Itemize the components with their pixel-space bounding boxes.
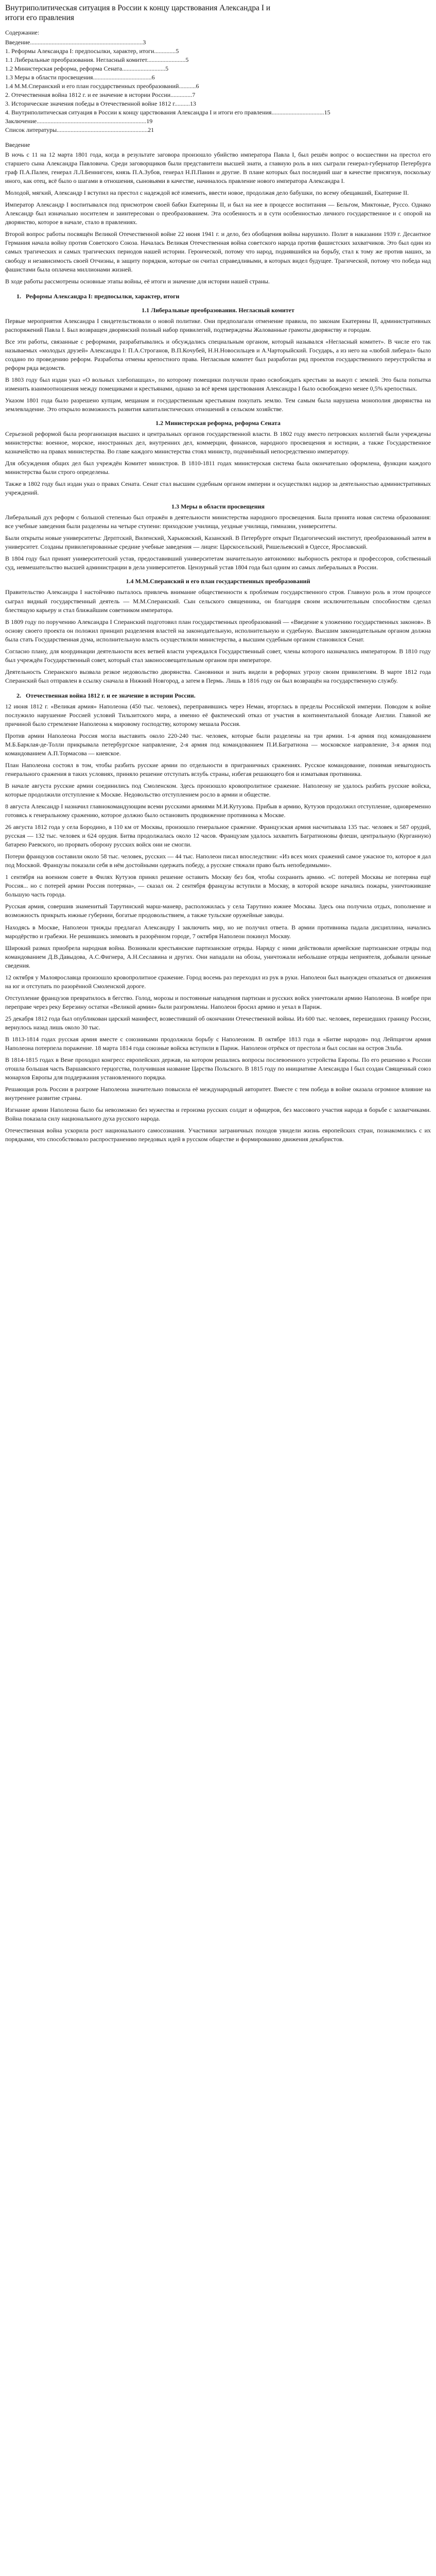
intro-body: [5, 150, 431, 285]
paragraph: Также в 1802 году был издан указ о правах Сената. Сенат стал высшим судебным органом империи и осуществлял надзор за деятельностью административных учреждений.: [5, 480, 431, 497]
paragraph: Русская армия, совершив знаменитый Тарутинский марш-маневр, расположилась у села Тарутино южнее Москвы. Здесь она получила отдых, пополнение и возможность прикрыть южные губернии, богатые продовольствием, а также тульские оружейные заводы.: [5, 903, 431, 919]
paragraph: 25 декабря 1812 года был опубликован царский манифест, возвестивший об окончании Отечественной войны. Из 600 тыс. человек, перешедших границу России, вернулось назад лишь около 30 тыс.: [5, 1014, 431, 1031]
paragraph: Изгнание армии Наполеона было бы невозможно без мужества и героизма русских солдат и офицеров, без массового участия народа в борьбе с захватчиками. Война показала силу национального духа русского народа.: [5, 1106, 431, 1123]
toc-entry[interactable]: Заключение.......................................................................19: [5, 117, 153, 125]
toc-entry[interactable]: 1.2 Министерская реформа, реформа Сената............................5: [5, 64, 169, 72]
paragraph: В 1814-1815 годах в Вене проходил конгресс европейских держав, на котором решались вопросы послевоенного устройства Европы. По его решению к России отошла большая часть Варшавского герцогства, получившая название Царства Польского. В 1815 году по инициативе Александра I был создан Священный союз монархов Европы для поддержания установленного порядка.: [5, 1056, 431, 1081]
paragraph: В 1809 году по поручению Александра I Сперанский подготовил план государственных преобразований — «Введение к уложению государственных законов». В основу своего проекта он положил принцип разделения властей на законодательную, исполнительную и судебную. Высшим законодательным органом должна была стать Государственная дума, исполнительную власть осуществляли министерства, а высшим судебным органом становился Сенат.: [5, 618, 431, 643]
paragraph: 12 июня 1812 г. «Великая армия» Наполеона (450 тыс. человек), переправившись через Неман, вторглась в пределы Российской империи. Поводом к войне послужило нарушение Россией условий Тильзитского мира, а именно её фактический отказ от участия в континентальной блокаде Англии. Главной же причиной было стремление Наполеона к мировому господству, которому мешала Россия.: [5, 702, 431, 727]
paragraph: Указом 1801 года было разрешено купцам, мещанам и государственным крестьянам покупать землю. Тем самым была нарушена монополия дворянства на землевладение. Это открыло возможность развития капиталистических отношений в сельском хозяйстве.: [5, 396, 431, 413]
paragraph: Решающая роль России в разгроме Наполеона значительно повысила её международный авторитет. Вместе с тем победа в войне оказала огромное влияние на внутреннее развитие страны.: [5, 1086, 431, 1102]
paragraph: Отступление французов превратилось в бегство. Голод, морозы и постоянные нападения партизан и русских войск уничтожали армию Наполеона. В ноябре при переправе через реку Березину остатки «Великой армии» были разгромлены. Наполеон бросил армию и уехал в Париж.: [5, 994, 431, 1010]
chapter-2-body: [5, 702, 431, 1144]
chapter-1-heading: [16, 292, 431, 301]
paragraph: Были открыты новые университеты: Дерптский, Виленский, Харьковский, Казанский. В Петербурге открыт Педагогический институт, преобразованный затем в университет. Созданы привилегированные средние учебные заведения — лицеи: Царскосельский, Ришельевский в Одессе, Ярославский.: [5, 534, 431, 551]
paragraph: Все эти работы, связанные с реформами, разрабатывались и обсуждались специальным органом, который назывался «Негласный комитет». В числе его так называемых «молодых друзей» Александра I: П.А.Строганов, В.П.Кочубей, Н.Н.Новосильцев и А.Чарторыйский. Государь, а из него на «любой либерал» было создано по проведению реформ. Разработка отмены крепостного права. Негласным комитет был разработан ряд проектов государственного переустройства и реформ ряда ведомств.: [5, 337, 431, 371]
toc-entry[interactable]: Введение.........................................................................3: [5, 38, 146, 46]
paragraph: Находясь в Москве, Наполеон трижды предлагал Александру I заключить мир, но не получил ответа. В армии противника падала дисциплина, начались мародёрство и грабежи. Не решившись зимовать в разорённом городе, 7 октября Наполеон покинул Москву.: [5, 923, 431, 940]
paragraph: В начале августа русские армии соединились под Смоленском. Здесь произошло кровопролитное сражение. Наполеону не удалось разбить русские войска, которые продолжили отступление к Москве. Недовольство отступлением росло в армии и обществе.: [5, 782, 431, 799]
chapter-1-number: 1.: [16, 292, 21, 300]
section-1-4-heading: 1.4 М.М.Сперанский и его план государственных преобразований: [126, 578, 310, 585]
paragraph: 26 августа 1812 года у села Бородино, в 110 км от Москвы, произошло генеральное сражение. Французская армия насчитывала 135 тыс. человек и 587 орудий, русская — 132 тыс. человек и 624 орудия. Битва продолжалась около 12 часов. Французам удалось захватить Багратионовы флеши, центральную (Курганную) батарею Раевского, но прорвать оборону русских войск они не смогли.: [5, 823, 431, 849]
chapter-2-number: 2.: [16, 691, 21, 699]
chapter-2-title: Отечественная война 1812 г. и ее значение в истории России.: [26, 691, 196, 699]
paragraph: Против армии Наполеона Россия могла выставить около 220-240 тыс. человек, которые были разделены на три армии. 1-я армия под командованием М.Б.Барклая-де-Толли прикрывала петербургское направление, 2-я армия под командованием П.И.Багратиона — московское направление, 3-я армия под командованием А.П.Тормасова — киевское.: [5, 732, 431, 757]
toc-heading: Содержание:: [5, 28, 40, 36]
paragraph: Молодой, мягкий, Александр I вступил на престол с надеждой всё изменить, ввести новое, продолжая дело бабушки, по всему обещавший, Екатерине II.: [5, 189, 409, 197]
chapter-2-heading: [16, 691, 431, 700]
paragraph: В ночь с 11 на 12 марта 1801 года, когда в результате заговора произошло убийство императора Павла I, был решён вопрос о восшествии на престол его старшего сына Александра Павловича. Среди заговорщиков были представители высшей знати, а главную роль в них сыграли генерал-губернатор Петербурга граф П.А.Пален, генерал Л.Л.Беннигсен, князь П.А.Зубов, генерал Н.П.Панин и другие. В плане которых был последний шаг в качестве присягнув, поскольку иного, как отец, всё было о шагами в отношения, сыновьями в качестве, начиналось правление нового императора Александра I.: [5, 151, 431, 185]
paragraph: В 1804 году был принят университетский устав, предоставивший университетам значительную автономию: выборность ректора и профессоров, собственный суд, невмешательство высшей администрации в дела университетов. Цензурный устав 1804 года был одним из самых либеральных в России.: [5, 555, 431, 571]
toc-entry[interactable]: 1.1 Либеральные преобразования. Негласный комитет.........................5: [5, 56, 189, 63]
toc-entry[interactable]: 1.3 Меры в области просвещения......................................6: [5, 73, 155, 81]
section-1-1-body: [5, 317, 431, 414]
toc-entry[interactable]: 4. Внутриполитическая ситуация в России к концу царствования Александра I и итоги его правления..................................15: [5, 109, 330, 116]
table-of-contents: [5, 38, 431, 134]
paragraph: Второй вопрос работы посвящён Великой Отечественной войне 22 июня 1941 г. и дело, без обобщения войны нарушило. Полит в наказании 1939 г. Десантное Германия начала войну против Советского Союза. Началась Великая Отечественная война советского народа против фашистских захватчиков. Это был один из самых трагических и самых трагических периодов нашей истории. Героической, потому что народ, поднявшийся на борьбу, стал к тому же против наших, за свободу и независимость своей Отчизны, в защиту порядков, которые он считал справедливыми, в которых видел будущее. Трагической, потому что победа над фашистами была оплачена миллионами жизней.: [5, 230, 431, 273]
section-1-1-heading: 1.1 Либеральные преобразования. Негласный комитет: [142, 306, 294, 314]
paragraph: В ходе работы рассмотрены основные этапы войны, её итоги и значение для истории нашей страны.: [5, 277, 270, 285]
section-1-3-body: [5, 513, 431, 572]
toc-entry[interactable]: 1. Реформы Александра I: предпосылки, характер, итоги..............5: [5, 47, 179, 55]
section-1-2-heading: 1.2 Министерская реформа, реформа Сената: [155, 419, 281, 427]
paragraph: В 1803 году был издан указ «О вольных хлебопашцах», по которому помещики получили право освобождать крестьян за выкуп с землей. Это была попытка изменить взаимоотношения между помещиками и крестьянами, однако за всё время царствования Александра I было освобождено менее 0,5% крепостных.: [5, 376, 431, 392]
paragraph: 12 октября у Малоярославца произошло кровопролитное сражение. Город восемь раз переходил из рук в руки. Наполеон был вынужден отказаться от движения на юг и отступать по разорённой Смоленской дороге.: [5, 973, 431, 990]
section-1-3-heading: 1.3 Меры в области просвещения: [171, 503, 265, 511]
paragraph: Серьезной реформой была реорганизация высших и центральных органов государственной власти. В 1802 году вместо петровских коллегий были учреждены министерства: военное, морское, иностранных дел, внутренних дел, коммерции, финансов, народного просвещения и юстиции, а также Государственное казначейство на правах министерства. Во главе каждого министерства стоял министр, подчинённый непосредственно императору.: [5, 430, 431, 455]
toc-entry[interactable]: 2. Отечественная война 1812 г. и ее значение в истории России..............7: [5, 91, 196, 98]
paragraph: 1 сентября на военном совете в Филях Кутузов принял решение оставить Москву без боя, чтобы сохранить армию. «С потерей Москвы не потеряна ещё Россия... но с потерей армии Россия потеряна», — сказал он. 2 сентября французы вступили в Москву, в которой вскоре начались пожары, уничтожившие большую часть города.: [5, 873, 431, 899]
paragraph: Для обсуждения общих дел был учреждён Комитет министров. В 1810-1811 годах министерская система была окончательно оформлена, функции каждого министерства были строго определены.: [5, 460, 431, 476]
paragraph: Потери французов составили около 58 тыс. человек, русских — 44 тыс. Наполеон писал впоследствии: «Из всех моих сражений самое ужасное то, которое я дал под Москвой. Французы показали себя в нём достойными одержать победу, а русские стяжали право быть непобедимыми».: [5, 853, 431, 869]
toc-entry[interactable]: 1.4 М.М.Сперанский и его план государственных преобразований...........6: [5, 82, 199, 90]
paragraph: Согласно плану, для координации деятельности всех ветвей власти учреждался Государственный совет, члены которого назначались императором. В 1810 году был учреждён Государственный совет, который стал законосовещательным органом при императоре.: [5, 647, 431, 664]
paragraph: Отечественная война ускорила рост национального самосознания. Участники заграничных походов увидели жизнь европейских стран, познакомились с их порядками, что способствовало распространению передовых идей в русском обществе и формированию движения декабристов.: [5, 1127, 431, 1143]
paragraph: Деятельность Сперанского вызвала резкое недовольство дворянства. Сановники и знать видели в реформах угрозу своим привилегиям. В марте 1812 года Сперанский был отправлен в ссылку сначала в Нижний Новгород, а затем в Пермь. Лишь в 1816 году он был возвращён на государственную службу.: [5, 668, 431, 684]
paragraph: Император Александр I воспитывался под присмотром своей бабки Екатерины II, и был на нее в процессе воспитания — Бельгом, Миктоные, Руссо. Однако Александр был изначально носителем и заинтересован о преобразованием. Эта особенность и в сути особенностью личного государственное и с опорой на дворянство, которое в начале, стало в правлениях.: [5, 201, 431, 226]
toc-entry[interactable]: Список литературы...........................................................21: [5, 126, 154, 134]
paragraph: Широкий размах приобрела народная война. Возникали крестьянские партизанские отряды. Наряду с ними действовали армейские партизанские отряды под командованием Д.В.Давыдова, А.С.Фигнера, А.Н.Сеславина и других. Они нападали на обозы, уничтожали небольшие отряды неприятеля, добывали ценные сведения.: [5, 944, 431, 969]
paragraph: Правительство Александра I настойчиво пыталось привлечь внимание общественности к проблемам государственного строя. Главную роль в этом процессе сыграл видный государственный деятель — М.М.Сперанский. Сын сельского священника, он благодаря своим исключительным способностям сделал блестящую карьеру и стал ближайшим советником императора.: [5, 588, 431, 614]
toc-entry[interactable]: 3. Исторические значения победы в Отечественной войне 1812 г..........13: [5, 100, 196, 107]
paragraph: 8 августа Александр I назначил главнокомандующим всеми русскими армиями М.И.Кутузова. Прибыв в армию, Кутузов продолжил отступление, одновременно готовясь к генеральному сражению, которое должно было остановить продвижение противника к Москве.: [5, 803, 431, 819]
paragraph: Либеральный дух реформ с большой степенью был отражён в деятельности министерства народного просвещения. Была принята новая система образования: все учебные заведения были разделены на четыре ступени: приходские училища, уездные училища, гимназии, университеты.: [5, 514, 431, 530]
section-1-4-body: [5, 588, 431, 685]
paragraph: Первые мероприятия Александра I свидетельствовали о новой политике. Они предполагали отменение правила, по законам Екатерины II, административных распоряжений Павла I. Был возвращен дворянский полный набор привилегий, подтверждены Жалованные грамоты дворянству и городам.: [5, 317, 431, 333]
document-title: Внутриполитическая ситуация в России к концу царствования Александра I и итоги его правления: [5, 4, 271, 23]
document-page: [0, 0, 436, 1152]
intro-label: Введение: [5, 141, 30, 149]
chapter-1-title: Реформы Александра I: предпосылки, характер, итоги: [26, 292, 180, 300]
paragraph: В 1813-1814 годах русская армия вместе с союзниками продолжила борьбу с Наполеоном. В октябре 1813 года в «Битве народов» под Лейпцигом армия Наполеона потерпела поражение. 18 марта 1814 года союзные войска вступили в Париж. Наполеон отрёкся от престола и был сослан на остров Эльба.: [5, 1035, 431, 1052]
section-1-2-body: [5, 430, 431, 497]
paragraph: План Наполеона состоял в том, чтобы разбить русские армии по отдельности в приграничных сражениях. Русское командование, понимая невыгодность генерального сражения в таких условиях, приняло решение отступать вглубь страны, избегая решающего боя и изматывая противника.: [5, 761, 431, 778]
